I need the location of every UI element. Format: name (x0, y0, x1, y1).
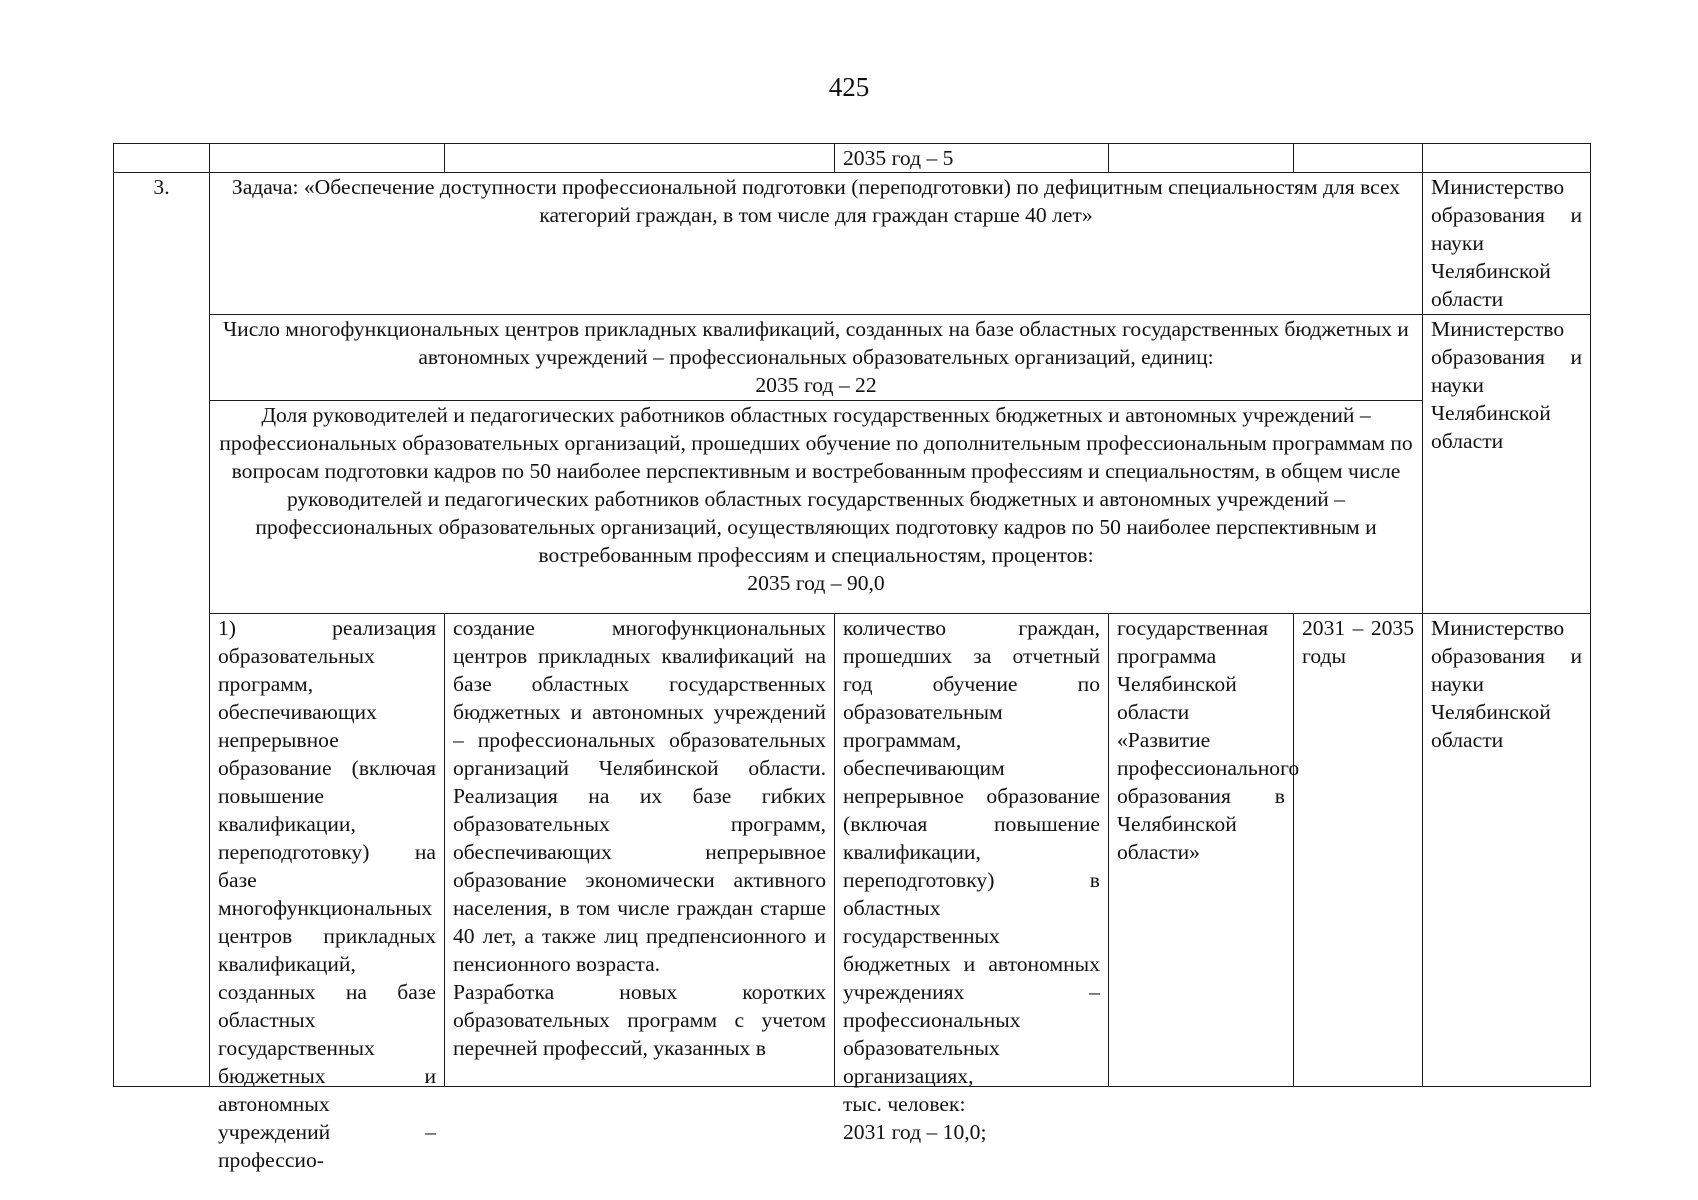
measure-responsible-cell (1423, 614, 1591, 1087)
plan-table (113, 143, 1591, 1172)
measure-result-value: 2031 год – 10,0; (843, 1120, 987, 1144)
indicators-responsible-cell (1423, 315, 1591, 614)
carryover-row (114, 144, 1591, 173)
measure-result-text: количество граждан, прошедших за отчетный год обучение по образовательным программам, обеспечивающим непрерывное образование (включая повышение квалификации, переподготовку) в областных государственных бюджетных и автономных учреждениях – профессиональных образовательных организациях, (843, 616, 1100, 1088)
indicator-1-text: Число многофункциональных центров прикладных квалификаций, созданных на базе областных государственных бюджетных и автономных учреждений – профессиональных образовательных организаций, единиц: (223, 317, 1409, 369)
measure-result-unit: тыс. человек: (843, 1092, 966, 1116)
indicator-2-cell (210, 401, 1423, 614)
indicator-row-2 (114, 401, 1591, 614)
indicator-row-1 (114, 315, 1591, 401)
section-number-cell (114, 173, 210, 1087)
measure-program: государственная программа Челябинской области «Развитие профессионального образования в Челябинской области» (1117, 616, 1300, 864)
measure-description-part1: создание многофункциональных центров прикладных квалификаций на базе областных государственных бюджетных и автономных учреждений – профессиональных образовательных организаций Челябинской области. Реализация на их базе гибких образовательных программ, обеспечивающих непрерывное образование экономически активного населения, в том числе граждан старше 40 лет, а также лиц предпенсионного и пенсионного возраста. (453, 616, 826, 976)
task-row (114, 173, 1591, 315)
measure-name: 1) реализация образовательных программ, обеспечивающих непрерывное образование (включая повышение квалификации, переподготовку) на базе многофункциональных центров прикладных квалификаций, созданных на базе областных государственных бюджетных и автономных учреждений – профессио- (218, 616, 436, 1172)
measure-result-cell (835, 614, 1109, 1144)
task-text: Задача: «Обеспечение доступности профессиональной подготовки (переподготовки) по дефицитным специальностям для всех категорий граждан, в том числе для граждан старше 40 лет» (231, 175, 1401, 227)
task-responsible-cell (1423, 173, 1591, 315)
measure-period: 2031 – 2035 годы (1302, 616, 1414, 668)
indicators-responsible: Министерство образования и науки Челябинской области (1431, 317, 1582, 453)
measure-description-cell (445, 614, 835, 1087)
measure-period-cell (1294, 614, 1423, 1087)
task-cell (210, 173, 1423, 315)
measure-program-cell (1109, 614, 1300, 1087)
indicator-1-target: 2035 год – 22 (755, 373, 877, 397)
task-responsible: Министерство образования и науки Челябинской области (1431, 175, 1582, 311)
carryover-indicator-cell (835, 144, 1109, 173)
page-number: 425 (828, 72, 870, 102)
indicator-2-target: 2035 год – 90,0 (747, 571, 885, 595)
measure-description-part2: Разработка новых коротких образовательных программ с учетом перечней профессий, указанных в (453, 980, 826, 1060)
section-number: 3. (153, 175, 170, 199)
indicator-2-text: Доля руководителей и педагогических работников областных государственных бюджетных и автономных учреждений – профессиональных образовательных организаций, прошедших обучение по дополнительным профессиональным программам по вопросам подготовки кадров по 50 наиболее перспективным и востребованным профессиям и специальностям, в общем числе руководителей и педагогических работников областных государственных бюджетных и автономных учреждений – профессиональных образовательных организаций, осуществляющих подготовку кадров по 50 наиболее перспективным и востребованным профессиям и специальностям, процентов: (219, 403, 1413, 567)
carryover-indicator: 2035 год – 5 (843, 146, 954, 170)
measure-responsible: Министерство образования и науки Челябинской области (1431, 616, 1582, 752)
measure-row (114, 614, 1591, 1087)
indicator-1-cell (210, 315, 1423, 401)
measure-name-cell (210, 614, 445, 1172)
